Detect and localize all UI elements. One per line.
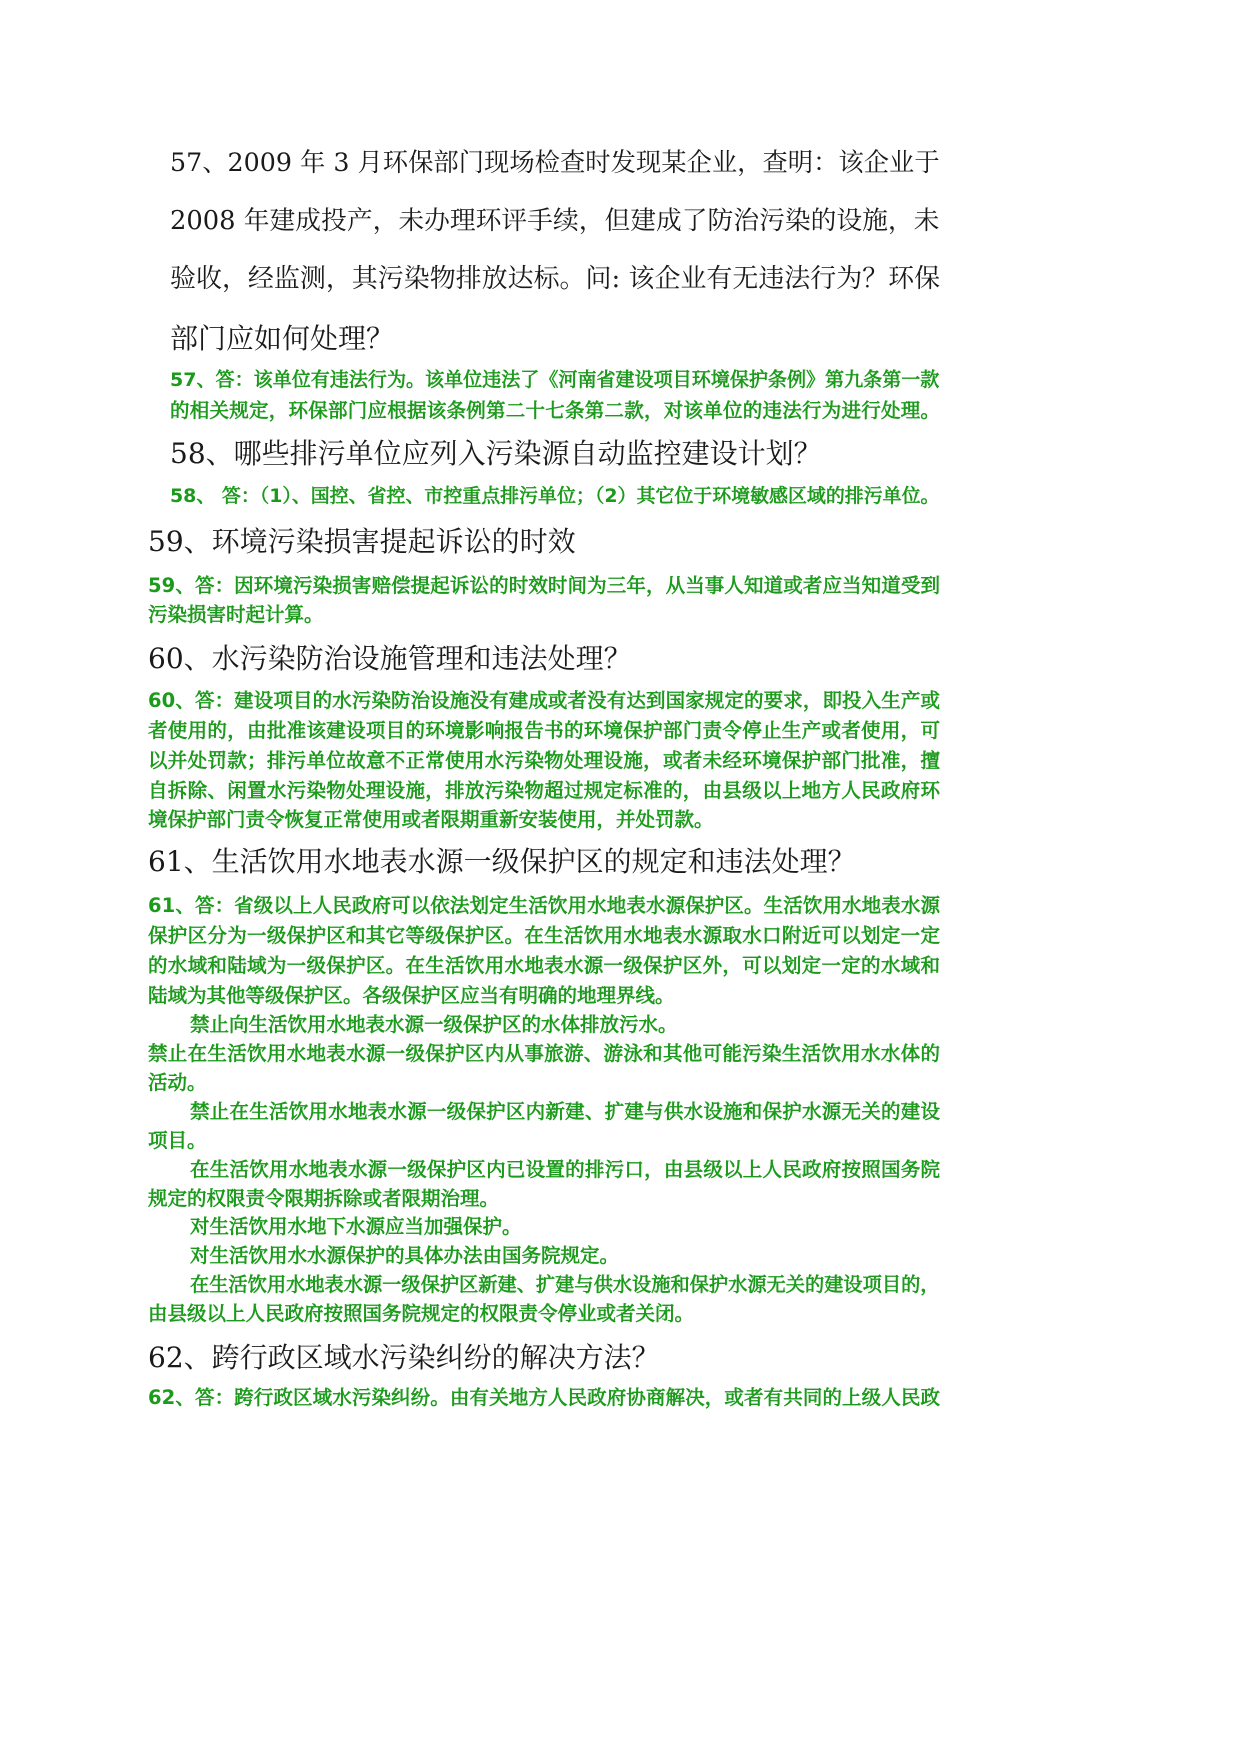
answer-61-line-4: 陆域为其他等级保护区。各级保护区应当有明确的地理界线。: [148, 984, 675, 1007]
answer-60-line-2: 者使用的，由批准该建设项目的环境影响报告书的环境保护部门责令停止生产或者使用，可: [148, 719, 941, 742]
answer-61-line-6: 禁止在生活饮用水地表水源一级保护区内从事旅游、游泳和其他可能污染生活饮用水水体的: [148, 1042, 941, 1065]
answer-61-line-12: 对生活饮用水地下水源应当加强保护。: [190, 1215, 522, 1238]
answer-61-line-13: 对生活饮用水水源保护的具体办法由国务院规定。: [190, 1244, 620, 1267]
question-57-line-2: 2008 年建成投产，未办理环评手续，但建成了防治污染的设施，未: [170, 206, 940, 236]
answer-57-line-1: 57、答：该单位有违法行为。该单位违法了《河南省建设项目环境保护条例》第九条第一款: [170, 369, 940, 391]
answer-61-line-14: 在生活饮用水地表水源一级保护区新建、扩建与供水设施和保护水源无关的建设项目的，: [190, 1273, 940, 1296]
question-61: 61、生活饮用水地表水源一级保护区的规定和违法处理？: [148, 845, 856, 878]
answer-61-line-9: 项目。: [148, 1129, 207, 1152]
question-57-line-3: 验收，经监测，其污染物排放达标。问: 该企业有无违法行为？环保: [170, 264, 941, 294]
answer-59-line-1: 59、答：因环境污染损害赔偿提起诉讼的时效时间为三年，从当事人知道或者应当知道受到: [148, 574, 941, 597]
answer-59-line-2: 污染损害时起计算。: [148, 603, 324, 626]
answer-57-line-2: 的相关规定，环保部门应根据该条例第二十七条第二款，对该单位的违法行为进行处理。: [170, 399, 941, 422]
question-62: 62、跨行政区域水污染纠纷的解决方法？: [148, 1341, 660, 1374]
answer-61-line-8: 禁止在生活饮用水地表水源一级保护区内新建、扩建与供水设施和保护水源无关的建设: [190, 1100, 941, 1123]
answer-61-line-11: 规定的权限责令限期拆除或者限期治理。: [148, 1187, 500, 1210]
answer-60-line-3: 以并处罚款；排污单位故意不正常使用水污染物处理设施，或者未经环境保护部门批准，擅: [148, 749, 941, 772]
answer-61-line-1: 61、答：省级以上人民政府可以依法划定生活饮用水地表水源保护区。生活饮用水地表水源: [148, 894, 941, 917]
question-57-line-1: 57、2009 年 3 月环保部门现场检查时发现某企业，查明：该企业于: [170, 147, 940, 177]
answer-62-line-1: 62、答：跨行政区域水污染纠纷。由有关地方人民政府协商解决，或者有共同的上级人民政: [148, 1386, 941, 1409]
answer-61-line-7: 活动。: [148, 1071, 207, 1094]
answer-61-line-2: 保护区分为一级保护区和其它等级保护区。在生活饮用水地表水源取水口附近可以划定一定: [148, 924, 941, 947]
answer-61-line-5: 禁止向生活饮用水地表水源一级保护区的水体排放污水。: [190, 1013, 678, 1036]
answer-61-line-15: 由县级以上人民政府按照国务院规定的权限责令停业或者关闭。: [148, 1302, 695, 1325]
question-58: 58、哪些排污单位应列入污染源自动监控建设计划？: [170, 437, 822, 470]
question-57-line-4: 部门应如何处理？: [170, 322, 395, 355]
answer-58: 58、 答：（1）、国控、省控、市控重点排污单位；（2）其它位于环境敏感区域的排污单位。: [170, 485, 940, 507]
answer-61-line-10: 在生活饮用水地表水源一级保护区内已设置的排污口，由县级以上人民政府按照国务院: [190, 1158, 941, 1181]
answer-60-line-5: 境保护部门责令恢复正常使用或者限期重新安装使用，并处罚款。: [148, 808, 714, 831]
question-59: 59、环境污染损害提起诉讼的时效: [148, 525, 576, 558]
answer-60-line-4: 自拆除、闲置水污染物处理设施，排放污染物超过规定标准的，由县级以上地方人民政府环: [148, 779, 941, 802]
question-60: 60、水污染防治设施管理和违法处理？: [148, 642, 632, 675]
answer-60-line-1: 60、答：建设项目的水污染防治设施没有建成或者没有达到国家规定的要求，即投入生产或: [148, 689, 941, 712]
answer-61-line-3: 的水域和陆域为一级保护区。在生活饮用水地表水源一级保护区外，可以划定一定的水域和: [148, 954, 941, 977]
